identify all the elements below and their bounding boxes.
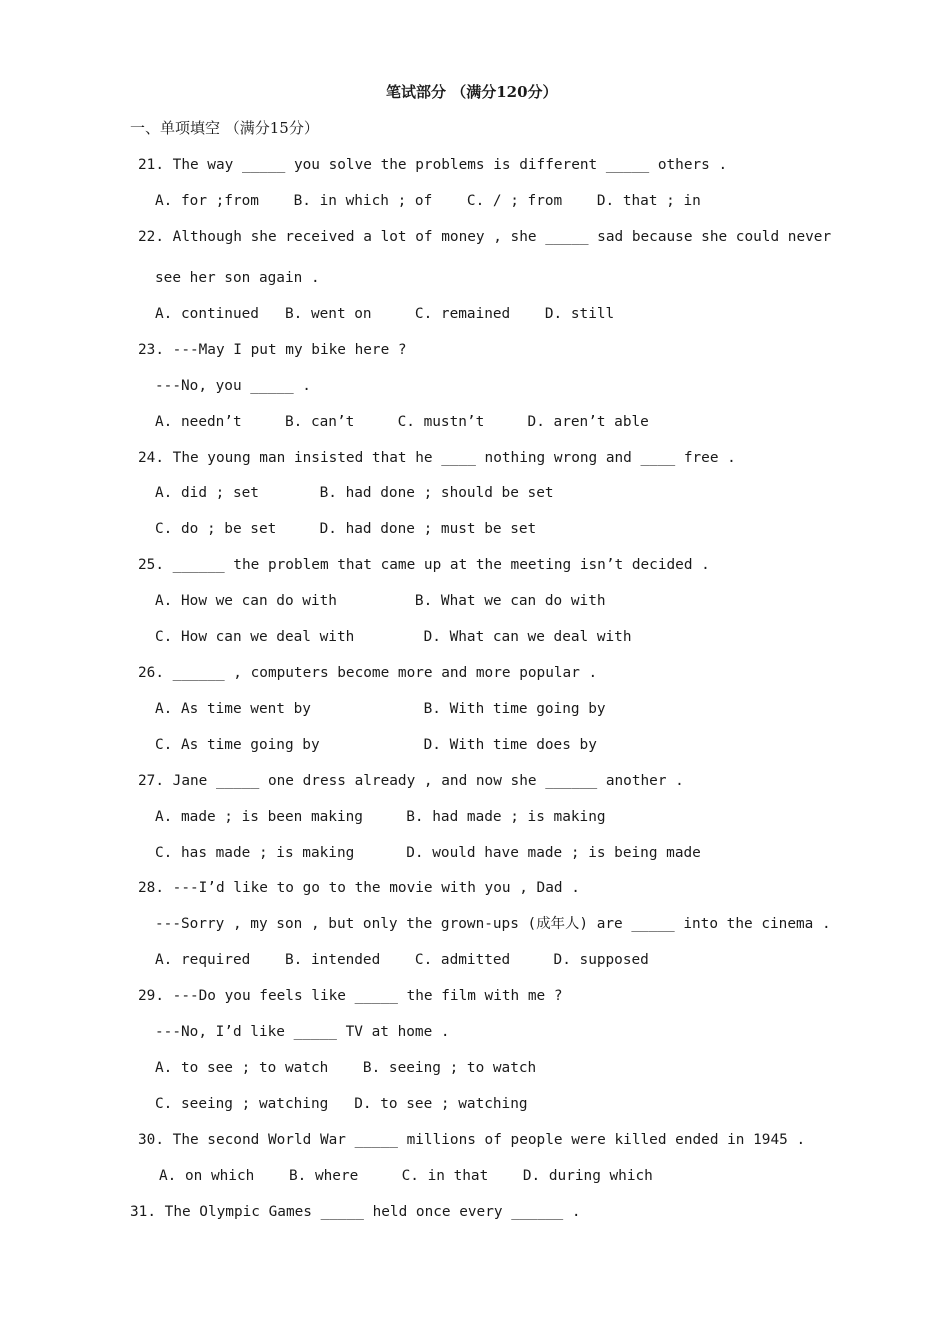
options-26-ab: A. As time went by B. With time going by xyxy=(155,701,606,717)
question-24: 24. The young man insisted that he ____ nothing wrong and ____ free . xyxy=(138,450,736,466)
question-29: 29. ---Do you feels like _____ the film with me ? xyxy=(138,988,563,1004)
options-21: A. for ;from B. in which ; of C. / ; from D. that ; in xyxy=(155,193,701,209)
question-27: 27. Jane _____ one dress already , and now she ______ another . xyxy=(138,773,684,789)
question-31: 31. The Olympic Games _____ held once every ______ . xyxy=(130,1204,581,1220)
question-21: 21. The way _____ you solve the problems is different _____ others . xyxy=(138,157,728,173)
options-26-cd: C. As time going by D. With time does by xyxy=(155,737,597,753)
page-title: 笔试部分 （满分120分） xyxy=(386,83,558,101)
options-27-cd: C. has made ; is making D. would have made ; is being made xyxy=(155,845,701,861)
options-25-ab: A. How we can do with B. What we can do with xyxy=(155,593,606,609)
options-29-ab: A. to see ; to watch B. seeing ; to watch xyxy=(155,1060,537,1076)
options-24-ab: A. did ; set B. had done ; should be set xyxy=(155,485,554,501)
question-26: 26. ______ , computers become more and more popular . xyxy=(138,665,598,681)
question-25: 25. ______ the problem that came up at the meeting isn’t decided . xyxy=(138,557,710,573)
question-22-continued: see her son again . xyxy=(155,270,320,286)
dialogue-23: ---No, you _____ . xyxy=(155,378,311,394)
options-28: A. required B. intended C. admitted D. supposed xyxy=(155,952,649,968)
dialogue-28: ---Sorry , my son , but only the grown-ups (成年人) are _____ into the cinema . xyxy=(155,916,831,932)
section-heading: 一、单项填空 （满分15分） xyxy=(130,119,319,137)
options-24-cd: C. do ; be set D. had done ; must be set xyxy=(155,521,537,537)
options-23: A. needn’t B. can’t C. mustn’t D. aren’t able xyxy=(155,414,649,430)
question-22: 22. Although she received a lot of money , she _____ sad because she could never xyxy=(138,229,832,245)
options-30: A. on which B. where C. in that D. during which xyxy=(159,1168,653,1184)
dialogue-29: ---No, I’d like _____ TV at home . xyxy=(155,1024,450,1040)
options-29-cd: C. seeing ; watching D. to see ; watching xyxy=(155,1096,528,1112)
question-28: 28. ---I’d like to go to the movie with you , Dad . xyxy=(138,880,580,896)
question-30: 30. The second World War _____ millions of people were killed ended in 1945 . xyxy=(138,1132,806,1148)
options-27-ab: A. made ; is been making B. had made ; is making xyxy=(155,809,606,825)
options-22: A. continued B. went on C. remained D. still xyxy=(155,306,615,322)
question-23: 23. ---May I put my bike here ? xyxy=(138,342,407,358)
options-25-cd: C. How can we deal with D. What can we deal with xyxy=(155,629,632,645)
